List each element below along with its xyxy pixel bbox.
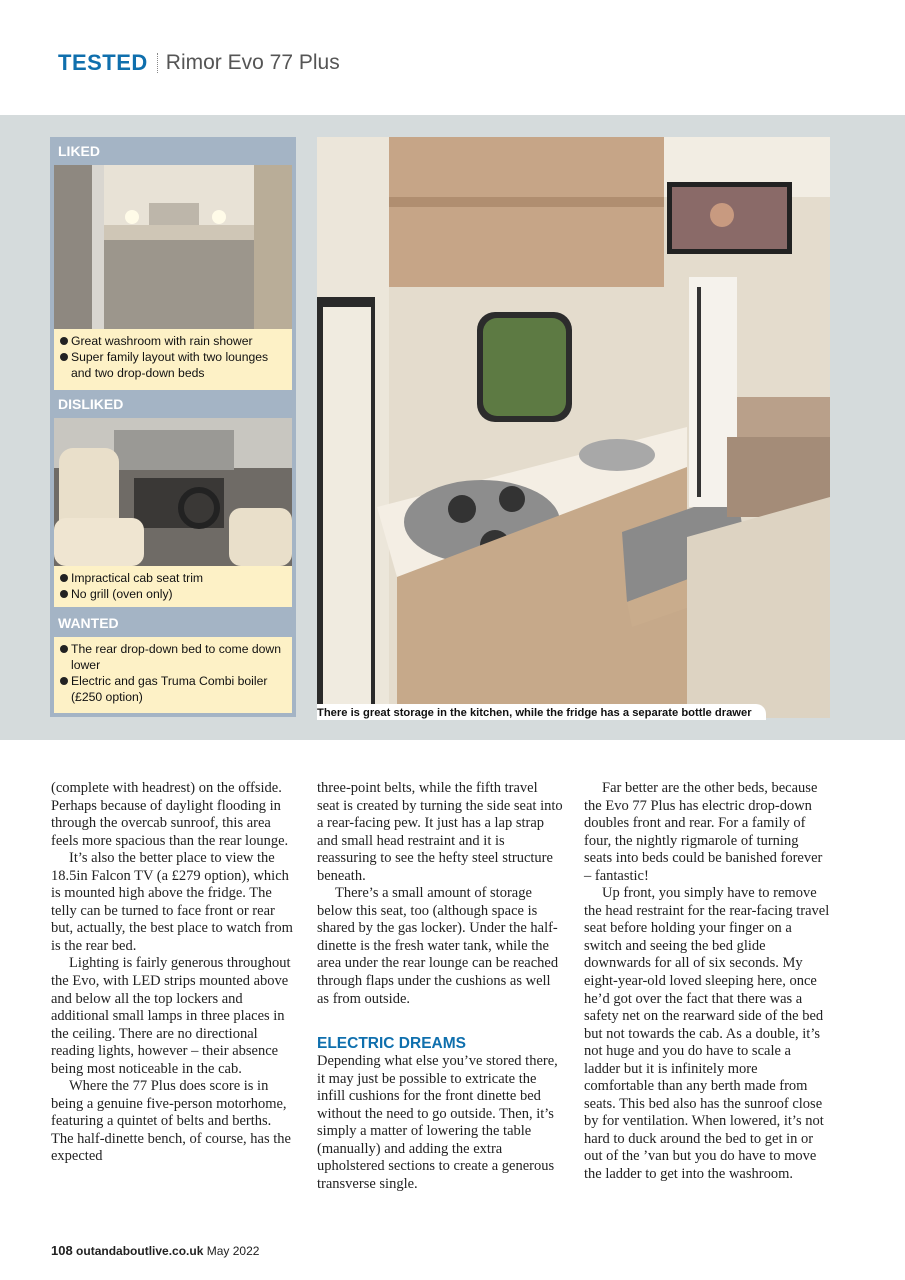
paragraph: Depending what else you’ve stored there, it may just be possible to extricate the infill cushions for the front dinette bed without the need to go outside. Then, it’s simply a matter of lowering the table (manually) and adding the extra upholstered sections to create a generous transverse single. — [317, 1053, 558, 1192]
section-tag: TESTED — [58, 50, 148, 75]
page-footer — [51, 1243, 259, 1258]
paragraph: Lighting is fairly generous throughout the Evo, with LED strips mounted above and below all the top lockers and additional small lamps in three places in the ceiling. There are no directional reading lights, however – their absence being most noticeable in the cab. — [51, 955, 291, 1077]
page-number: 108 — [51, 1243, 73, 1258]
verdict-box — [50, 137, 296, 717]
paragraph: (complete with headrest) on the offside. Perhaps because of daylight flooding in through the overcab sunroof, this area feels more spacious than the rear lounge. — [51, 780, 289, 849]
paragraph: It’s also the better place to view the 18.5in Falcon TV (a £279 option), which is mounted high above the fridge. The telly can be turned to face front or rear but, actually, the best place to watch from is the rear bed. — [51, 850, 293, 954]
liked-item: Great washroom with rain shower — [60, 333, 288, 349]
paragraph: three-point belts, while the fifth travel seat is created by turning the side seat into a rear-facing pew. It just has a lap strap and small head restraint and it is reassuring to see the hefty steel structure beneath. — [317, 780, 563, 884]
header-divider — [157, 53, 158, 73]
disliked-item: Impractical cab seat trim — [60, 570, 288, 586]
article-column-2 — [317, 780, 563, 1193]
liked-item: Super family layout with two lounges and two drop-down beds — [60, 349, 288, 381]
wanted-list — [54, 637, 292, 713]
washroom-illustration — [54, 165, 292, 329]
website: outandaboutlive.co.uk — [76, 1244, 204, 1258]
photo-caption — [317, 704, 766, 720]
cab-seats-illustration — [54, 418, 292, 566]
wanted-heading: WANTED — [58, 615, 119, 631]
article-column-3 — [584, 780, 830, 1184]
disliked-heading: DISLIKED — [58, 396, 124, 412]
article-column-1 — [51, 780, 297, 1166]
paragraph: There’s a small amount of storage below this seat, too (although space is shared by the gas locker). Under the half-dinette is the fresh water tank, while the area under the rear lounge can be reached through flaps under the cushions as well as from outside. — [317, 885, 559, 1007]
disliked-list — [54, 566, 292, 607]
paragraph: Far better are the other beds, because the Evo 77 Plus has electric drop-down doubles front and rear. For a family of four, the nightly rigmarole of turning seats into beds could be banished forever – fantastic! — [584, 780, 823, 884]
article-title: Rimor Evo 77 Plus — [165, 51, 340, 74]
wanted-item: Electric and gas Truma Combi boiler (£250 option) — [60, 673, 288, 705]
page-header — [58, 48, 340, 78]
issue-date: May 2022 — [206, 1244, 260, 1258]
paragraph: Up front, you simply have to remove the head restraint for the rear-facing travel seat before holding your finger on a switch and seeing the bed glide downwards for all of six seconds. My eight-year-old loved sleeping here, once he’d got over the fact that there was a safety net on the rearward side of the bed but not towards the cab. As a double, it’s not huge and you do have to scale a ladder but it is infinitely more comfortable than any berth made from seats. This bed also has the sunroof close by for ventilation. When lowered, it’s not hard to duck around the bed to get in or out of the ’van but you do have to move the ladder to get into the washroom. — [584, 885, 830, 1183]
kitchen-illustration — [317, 137, 830, 718]
washroom-photo — [54, 165, 292, 329]
subheading: ELECTRIC DREAMS — [317, 1035, 466, 1053]
caption-text: There is great storage in the kitchen, while the fridge has a separate bottle drawer — [317, 707, 752, 719]
cab-photo — [54, 418, 292, 566]
paragraph: Where the 77 Plus does score is in being a genuine five-person motorhome, featuring a quintet of belts and berths. The half-dinette bench, of course, has the expected — [51, 1078, 291, 1165]
liked-heading: LIKED — [58, 143, 100, 159]
liked-list — [54, 329, 292, 390]
wanted-item: The rear drop-down bed to come down lower — [60, 641, 288, 673]
kitchen-photo — [317, 137, 830, 718]
disliked-item: No grill (oven only) — [60, 586, 288, 602]
